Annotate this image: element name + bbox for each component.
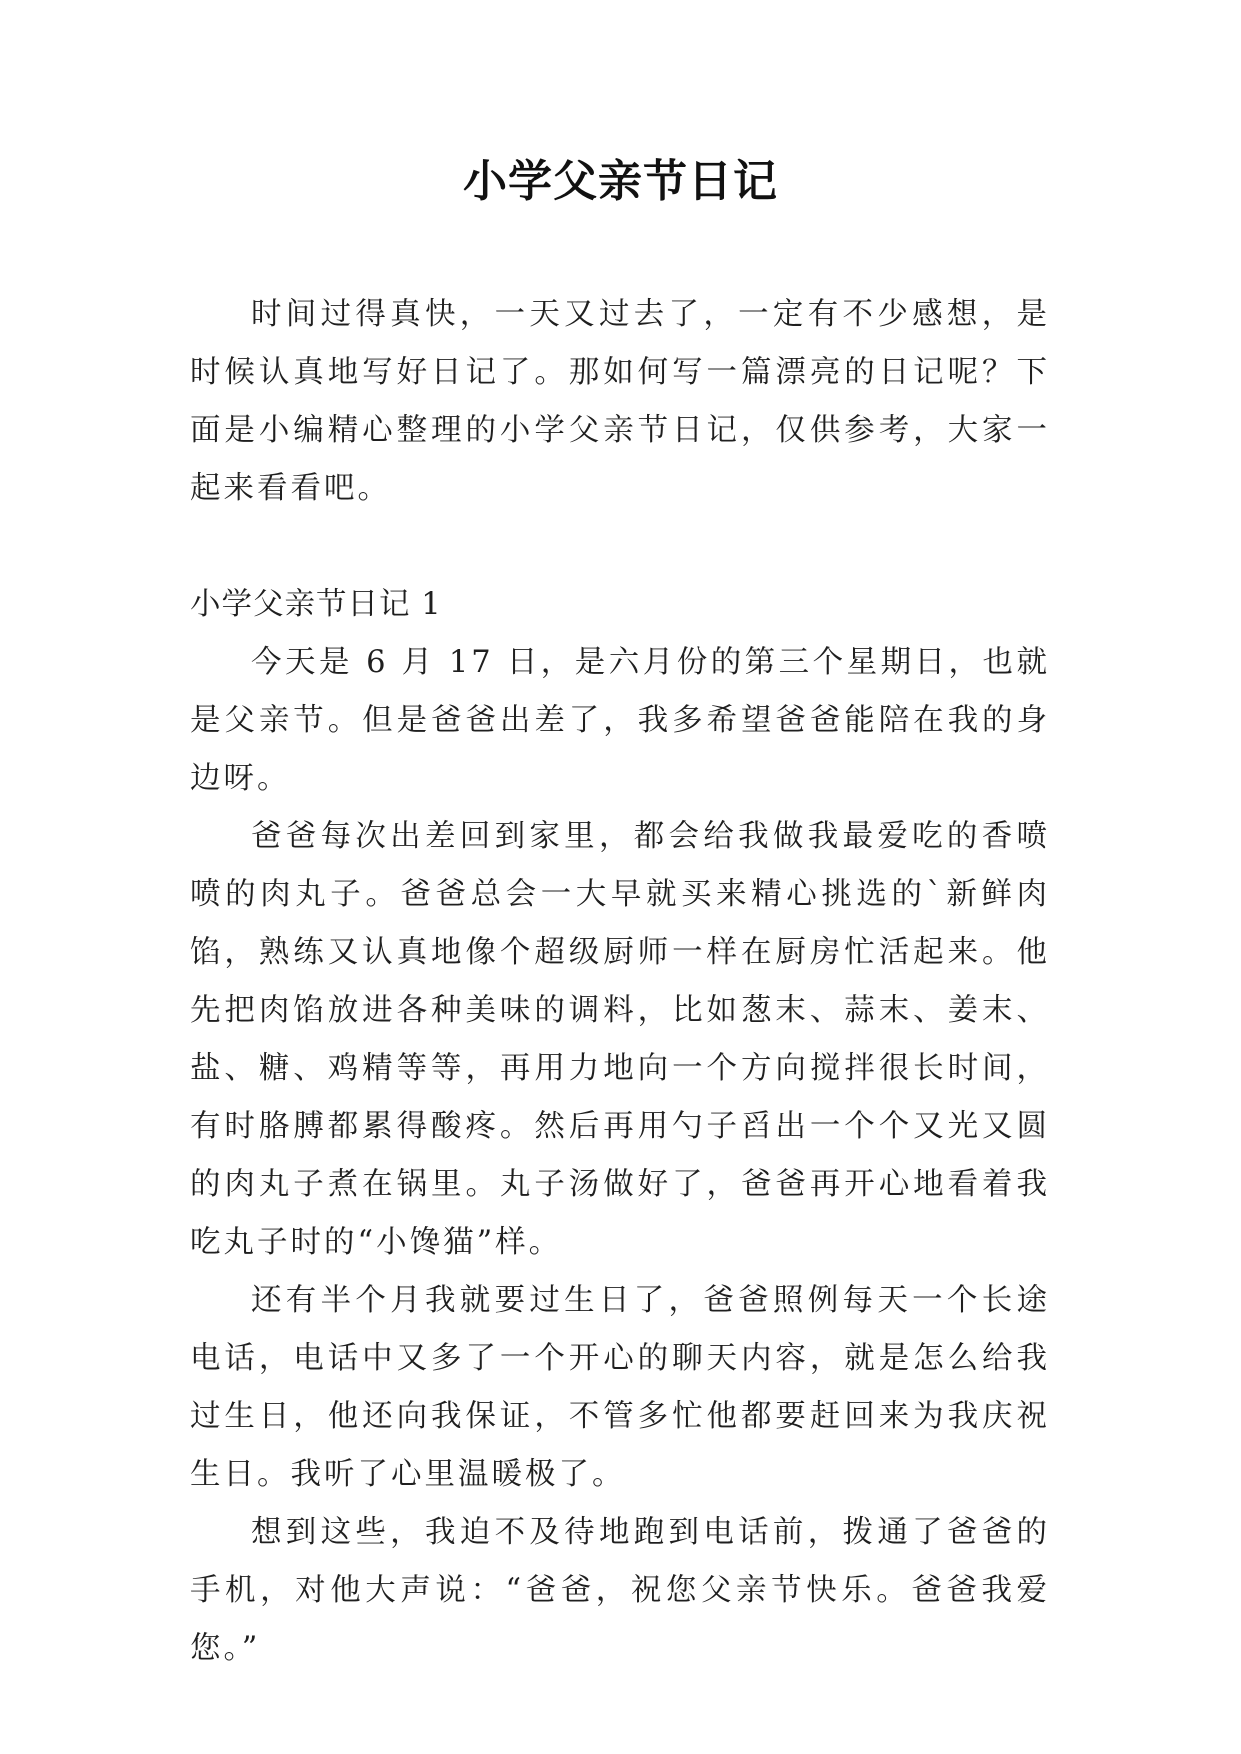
body-paragraph: 今天是 6 月 17 日，是六月份的第三个星期日，也就是父亲节。但是爸爸出差了，我多希望爸爸能陪在我的身边呀。 (190, 645, 1050, 796)
document-body (190, 286, 1050, 1678)
intro-paragraph: 时间过得真快，一天又过去了，一定有不少感想，是时候认真地写好日记了。那如何写一篇漂亮的日记呢？下面是小编精心整理的小学父亲节日记，仅供参考，大家一起来看看吧。 (190, 297, 1050, 506)
section-heading: 小学父亲节日记 1 (190, 587, 442, 622)
body-paragraph: 还有半个月我就要过生日了，爸爸照例每天一个长途电话，电话中又多了一个开心的聊天内容，就是怎么给我过生日，他还向我保证，不管多忙他都要赶回来为我庆祝生日。我听了心里温暖极了。 (190, 1283, 1050, 1492)
document-title: 小学父亲节日记 (463, 156, 778, 207)
diary-section (190, 576, 1050, 1678)
body-paragraph: 爸爸每次出差回到家里，都会给我做我最爱吃的香喷喷的肉丸子。爸爸总会一大早就买来精心挑选的`新鲜肉馅，熟练又认真地像个超级厨师一样在厨房忙活起来。他先把肉馅放进各种美味的调料，比如葱末、蒜末、姜末、盐、糖、鸡精等等，再用力地向一个方向搅拌很长时间，有时胳膊都累得酸疼。然后再用勺子舀出一个个又光又圆的肉丸子煮在锅里。丸子汤做好了，爸爸再开心地看着我吃丸子时的“小馋猫”样。 (190, 819, 1050, 1260)
body-paragraph: 想到这些，我迫不及待地跑到电话前，拨通了爸爸的手机，对他大声说：“爸爸，祝您父亲节快乐。爸爸我爱您。” (190, 1515, 1050, 1666)
